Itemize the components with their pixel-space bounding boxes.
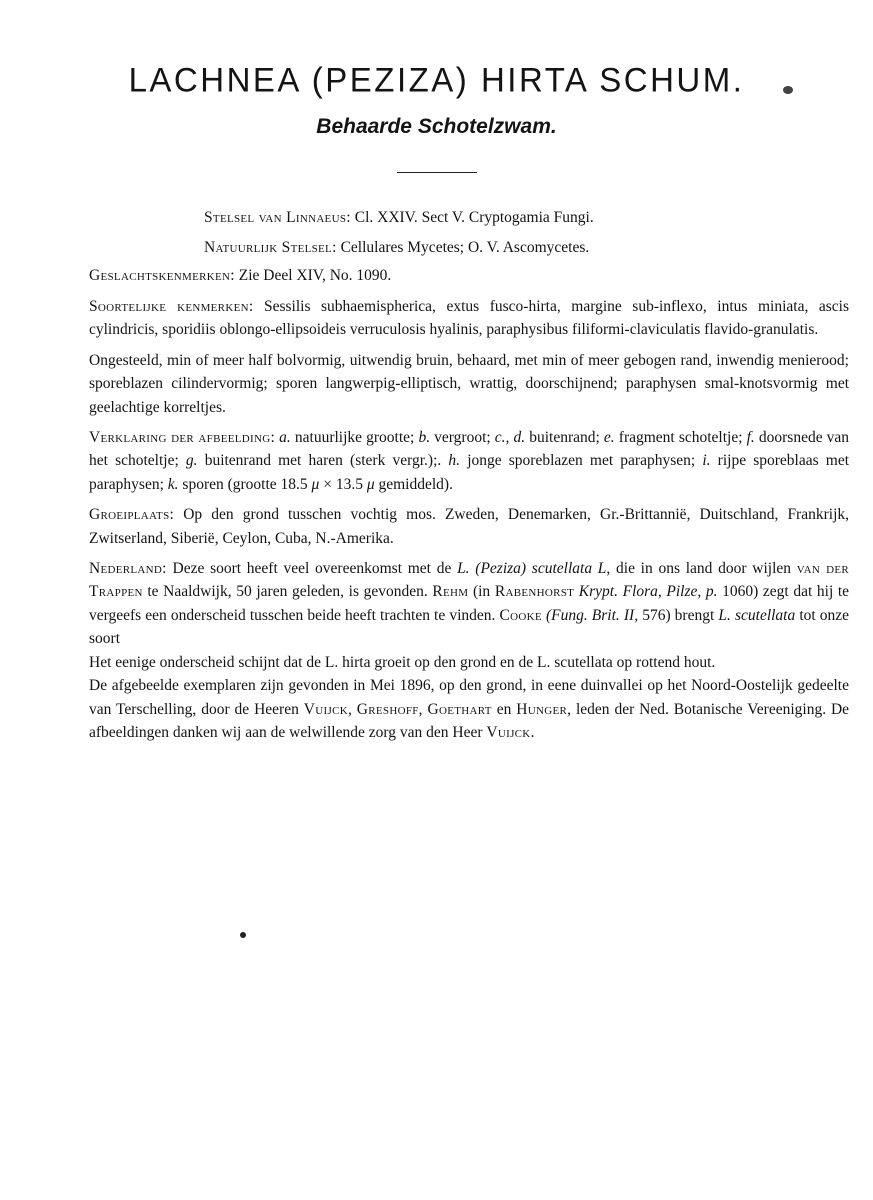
fig-text-b: vergroot; (434, 429, 491, 447)
nl-name-van-der-trappen: van der Trappen (89, 560, 850, 601)
netherlands-p2: Het eenige onderscheid schijnt dat de L. hirta groeit op den grond en de L. scutellata op rottend hout. (89, 653, 716, 671)
fig-text-g: buitenrand met haren (sterk vergr.);. (204, 452, 442, 470)
fig-key-h: h. (448, 452, 461, 470)
nl-text-6: 576) brengt (642, 606, 715, 624)
netherlands (89, 557, 849, 651)
fig-text-a: natuurlijke grootte; (294, 429, 415, 447)
natural-system-label: Natuurlijk Stelsel: (204, 239, 337, 256)
species-dutch: Ongesteeld, min of meer half bolvormig, uitwendig bruin, behaard, met min of meer gebogen rand, inwendig menierood; sporeblazen cilindervormig; sporen langwerpig-elliptisch, wrattig, doorschijnend; paraphysen smal-knotsvormig met geelachtige korreltjes. (89, 351, 849, 416)
fig-text-f: doorsnede van het schoteltje; (89, 429, 850, 470)
fig-key-k: k. (167, 475, 179, 493)
fig-text-e: fragment schoteltje; (618, 429, 743, 447)
fig-key-g: g. (185, 452, 198, 470)
nl-ref-2: (Fung. Brit. II, (545, 606, 639, 624)
species-latin-text: Sessilis subhaemispherica, extus fusco-hirta, margine sub-inflexo, intus miniata, ascis cylindricis, sporidiis oblongo-ellipsoideis verruculosis hyalinis, paraphysibus filiformi-claviculatis flavido-granulatis. (89, 298, 849, 339)
natural-system-value: Cellulares Mycetes; O. V. Ascomycetes. (340, 239, 590, 256)
genus-value: Zie Deel XIV, No. 1090. (238, 267, 392, 284)
nl-p3-text-a: De afgebeelde exemplaren zijn gevonden in Mei 1896, op den grond, in eene duinvallei op het Noord-Oostelijk gedeelte van Terschelling, door de Heeren (89, 677, 849, 718)
fig-key-f: f. (746, 429, 755, 447)
nl-name-cooke: Cooke (499, 606, 542, 624)
nl-name-goethart: Goethart (427, 700, 492, 718)
nl-name-hunger: Hunger (516, 700, 568, 718)
nl-text-7: tot onze soort (89, 606, 850, 648)
habitat (89, 503, 849, 550)
ink-dot (240, 932, 246, 938)
genus-label: Geslachtskenmerken: (89, 267, 235, 284)
fig-key-i: i. (702, 452, 711, 470)
nl-text-1: Deze soort heeft veel overeenkomst met de (172, 560, 452, 578)
mu-symbol: μ (311, 475, 320, 493)
nl-species-2: L. scutellata (718, 606, 796, 624)
habitat-label: Groeiplaats: (89, 506, 175, 524)
main-text (89, 295, 849, 744)
netherlands-label: Nederland: (89, 560, 167, 578)
fig-text-i: rijpe sporeblaas met paraphysen; (89, 452, 850, 493)
nl-text-5: 1060) zegt dat hij te vergeefs een onderscheid tusschen beide heeft trachten te vinden. (89, 583, 850, 624)
linnaeus-label: Stelsel van Linnaeus: (204, 209, 351, 226)
habitat-text: Op den grond tusschen vochtig mos. Zweden, Denemarken, Gr.-Brittannië, Duitschland, Frankrijk, Zwitserland, Siberië, Ceylon, Cuba, N.-Amerika. (89, 506, 850, 547)
nl-text-3: te Naaldwijk, 50 jaren geleden, is gevonden. (147, 583, 428, 601)
nl-name-rabenhorst: Rabenhorst (494, 583, 575, 601)
netherlands-p3: De afgebeelde exemplaren zijn gevonden in Mei 1896, op den grond, in eene duinvallei op het Noord-Oostelijk gedeelte van Terschelling, door de Heeren Vuijck, Greshoff, Goethart en Hunger, leden der Ned. Botanische Vereeniging. De afbeeldingen danken wij aan de welwillende zorg van den Heer Vuijck. (89, 677, 850, 741)
nl-name-rehm: Rehm (432, 583, 469, 601)
fig-text-end: gemiddeld). (378, 475, 453, 493)
fig-text-k: sporen (grootte 18.5 (182, 475, 308, 493)
nl-p3-en: en (496, 700, 512, 718)
page-subtitle: Behaarde Schotelzwam. (316, 115, 557, 138)
nl-text-2: , die in ons land door wijlen (606, 560, 792, 578)
nl-p3-end: . (530, 723, 535, 741)
nl-species-1: L. (Peziza) scutellata L (457, 560, 607, 578)
nl-name-greshoff: Greshoff (356, 700, 419, 718)
page-title: LACHNEA (PEZIZA) HIRTA SCHUM. (128, 60, 745, 99)
figure-explanation-label: Verklaring der afbeelding: (89, 429, 276, 447)
linnaeus-value: Cl. XXIV. Sect V. Cryptogamia Fungi. (354, 209, 594, 226)
title-divider (397, 172, 477, 173)
nl-name-vuijck-2: Vuijck (486, 723, 531, 741)
fig-key-a: a. (279, 429, 291, 447)
natural-system-line (204, 237, 589, 259)
nl-name-vuijck: Vuijck (303, 700, 348, 718)
genus-line (89, 265, 391, 287)
nl-p3-text-b: , leden der Ned. Botanische Vereeniging. De afbeeldingen danken wij aan de welwillende zorg van den Heer (89, 700, 850, 741)
species-label: Soortelijke kenmerken: (89, 298, 254, 315)
nl-text-4: (in (472, 583, 491, 601)
nl-ref-1: Krypt. Flora, Pilze, p. (578, 583, 718, 601)
fig-size-2: 13.5 (335, 475, 363, 493)
figure-explanation (89, 426, 849, 496)
fig-text-h: jonge sporeblazen met paraphysen; (467, 452, 696, 470)
fig-key-cd: c., d. (494, 429, 526, 447)
fig-key-b: b. (418, 429, 431, 447)
fig-key-e: e. (603, 429, 615, 447)
mu-symbol: μ (366, 475, 375, 493)
ink-speck (783, 86, 793, 94)
linnaeus-line (204, 207, 594, 229)
species-latin (89, 295, 849, 342)
fig-text-cd: buitenrand; (529, 429, 600, 447)
times-symbol: × (323, 475, 332, 493)
